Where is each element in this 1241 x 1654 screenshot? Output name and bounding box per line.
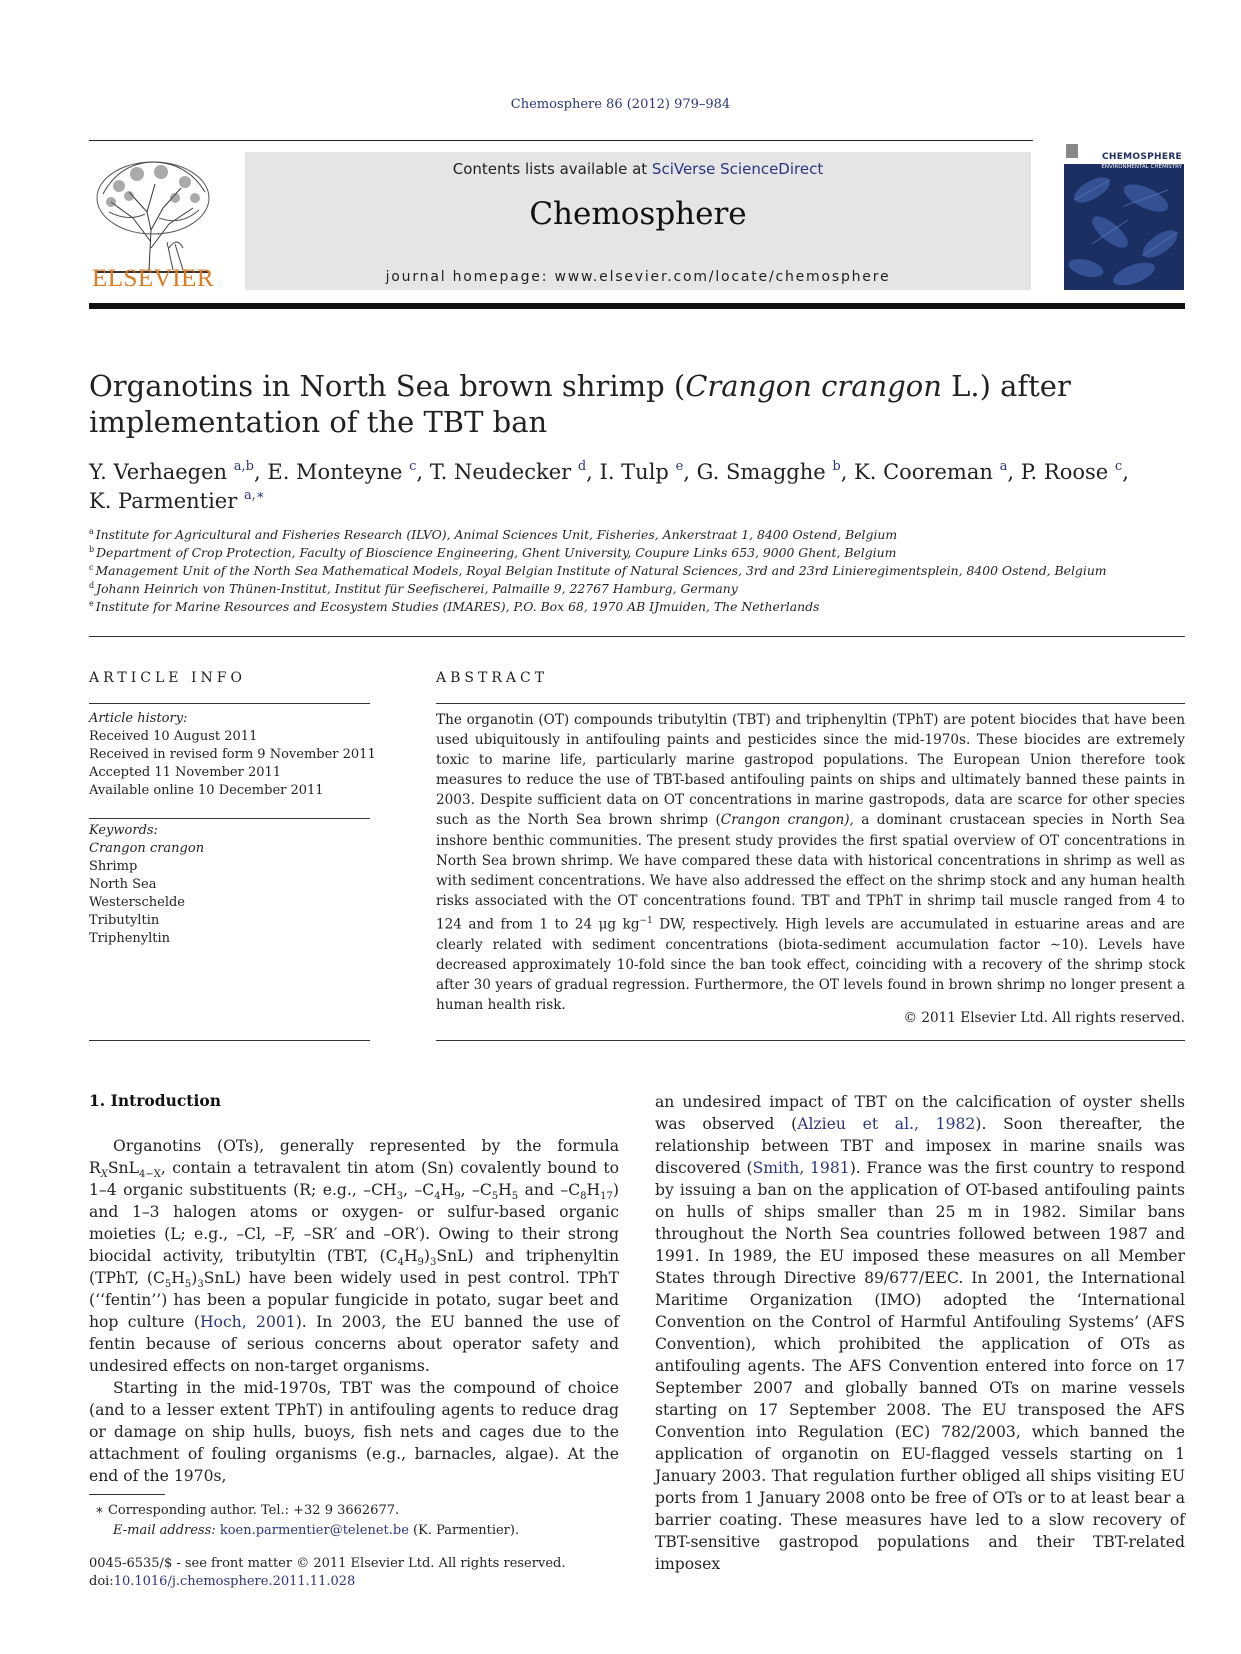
corresponding-author-note	[89, 1501, 609, 1521]
author-affil-sup[interactable]: c	[1114, 459, 1123, 474]
subscript: 3	[396, 1191, 404, 1203]
author-affil-sup[interactable]: c	[409, 459, 417, 474]
text-run: , –C	[460, 1181, 492, 1199]
text-run: H	[498, 1181, 512, 1199]
affiliation-list	[89, 526, 1189, 616]
keywords-label: Keywords:	[89, 823, 158, 838]
history-item: Available online 10 December 2011	[89, 783, 324, 798]
text-run: H	[586, 1181, 601, 1199]
journal-name: Chemosphere	[529, 196, 747, 232]
text-run: (K. Parmentier).	[408, 1523, 520, 1538]
article-info-heading: ARTICLE INFO	[89, 670, 246, 686]
affiliation-key: b	[89, 545, 95, 554]
text-run: an undesired impact of TBT on the calcification of oyster shells was observed (	[655, 1093, 1185, 1133]
text-run: H	[440, 1181, 455, 1199]
subscript: 9	[417, 1257, 424, 1269]
history-item: Received 10 August 2011	[89, 729, 258, 744]
author-sep: ,	[840, 460, 855, 484]
subscript: 5	[491, 1191, 499, 1203]
affiliation-text: Institute for Marine Resources and Ecosystem Studies (IMARES), P.O. Box 68, 1970 AB IJmuiden, The Netherlands	[95, 599, 820, 614]
abstract-part: The organotin (OT) compounds tributyltin (TBT) and triphenyltin (TPhT) are potent biocides that have been used ubiquitously in antifouling paints and pesticides since the mid-1970s. These biocides are extremely toxic to marine life, particularly marine gastropod populations. The European Union therefore took measures to reduce the use of TBT-based antifouling paints on ships and ultimately banned these paints in 2003. Despite sufficient data on OT concentrations in marine gastropods, data are scarce for other species such as the North Sea brown shrimp (	[436, 712, 1185, 829]
affiliation-text: Johann Heinrich von Thünen-Institut, Institut für Seefischerei, Palmaille 9, 22767 Hamburg, Germany	[96, 581, 738, 596]
abstract-part: a dominant crustacean species in North Sea inshore benthic communities. The present study provides the first spatial overview of OT concentrations in North Sea brown shrimp. We have compared these data with historical concentrations in shrimp as well as with sediment concentrations. We have also addressed the effect on the shrimp stock and any human health risks associated with the OT concentrations found. TBT and TPhT in shrimp tail muscle ranged from 4 to 124 and from 1 to 24 μg kg	[436, 812, 1185, 933]
author-name[interactable]: E. Monteyne	[267, 460, 403, 484]
asterisk-mark: ∗	[95, 1503, 104, 1518]
author-name[interactable]: P. Roose	[1020, 460, 1109, 484]
author-name[interactable]: K. Cooreman	[854, 460, 993, 484]
history-item: Accepted 11 November 2011	[89, 765, 282, 780]
elsevier-wordmark: ELSEVIER	[91, 265, 215, 292]
history-item: Received in revised form 9 November 2011	[89, 747, 376, 762]
journal-citation[interactable]: Chemosphere 86 (2012) 979–984	[510, 97, 731, 112]
author-affil-sup[interactable]: a,b	[233, 459, 254, 474]
affiliation-item	[89, 544, 1189, 562]
article-info-rule	[89, 703, 370, 704]
author-name[interactable]: Y. Verhaegen	[89, 460, 228, 484]
affiliation-text: Institute for Agricultural and Fisheries Research (ILVO), Animal Sciences Unit, Fisheries, Ankerstraat 1, 8400 Ostend, Belgium	[95, 527, 898, 542]
front-matter	[89, 1555, 689, 1591]
doi-label: doi:	[89, 1574, 114, 1589]
text-run: Corresponding author. Tel.: +32 9 3662677.	[103, 1503, 400, 1518]
journal-homepage[interactable]: journal homepage: www.elsevier.com/locate/chemosphere	[385, 269, 891, 285]
affiliation-item	[89, 526, 1189, 544]
header-rule	[89, 140, 1033, 141]
section-rule	[89, 636, 1185, 637]
text-run: )	[191, 1269, 198, 1287]
article-title	[89, 368, 1189, 440]
abstract-copyright: © 2011 Elsevier Ltd. All rights reserved.	[903, 1010, 1185, 1026]
text-run: ). France was the first country to respond by issuing a ban on the application of OT-based antifouling paints on hulls of ships smaller than 25 m in 1982. Similar bans throughout the North Sea countries followed between 1987 and 1991. In 1989, the EU imposed these measures on all Member States through Directive 89/677/EEC. In 2001, the International Maritime Organization (IMO) adopted the ‘International Convention on the Control of Harmful Antifouling Systems’ (AFS Convention), which prohibited the application of OTs as antifouling agents. The AFS Convention entered into force on 17 September 2007 and globally banned OTs on marine vessels starting on 17 September 2008. The EU transposed the AFS Convention into Regulation (EC) 782/2003, which banned the application of organotin on EU-flagged vessels starting on 1 January 2003. That regulation further obliged all ships visiting EU ports from 1 January 2008 onto be free of OTs or to at least bear a barrier coating. These measures have led to a slow recovery of TBT-sensitive gastropod populations and their TBT-related imposex	[655, 1159, 1185, 1573]
keyword-item: Shrimp	[89, 859, 138, 874]
email-note	[89, 1521, 609, 1541]
cover-title: CHEMOSPHERE	[1101, 152, 1182, 162]
author-sep: ,	[1122, 460, 1129, 484]
subscript: 4	[397, 1257, 404, 1269]
keyword-item: Triphenyltin	[89, 931, 171, 946]
text-run: SnL	[107, 1159, 139, 1177]
article-history	[89, 710, 379, 800]
journal-cover[interactable]	[1064, 140, 1184, 290]
abstract-rule	[436, 703, 1185, 704]
author-name[interactable]: K. Parmentier	[89, 489, 238, 513]
text-run: , –C	[403, 1181, 435, 1199]
issn-line: 0045-6535/$ - see front matter © 2011 Elsevier Ltd. All rights reserved.	[89, 1556, 566, 1571]
keyword-item: Westerschelde	[89, 895, 185, 910]
author-affil-sup[interactable]: a,∗	[243, 488, 265, 503]
author-affil-sup[interactable]: d	[577, 459, 587, 474]
author-affil-sup[interactable]: e	[675, 459, 684, 474]
affiliation-item	[89, 562, 1189, 580]
author-sep: ,	[683, 460, 697, 484]
text-run: )	[423, 1247, 431, 1265]
subscript: 3	[430, 1257, 437, 1269]
author-list	[89, 458, 1189, 516]
header-thick-rule	[89, 303, 1185, 309]
subscript: 4	[434, 1191, 441, 1203]
article-info-rule	[89, 1040, 370, 1041]
abstract-species: Crangon crangon),	[720, 812, 854, 829]
keyword-item: Tributyltin	[89, 913, 160, 928]
subscript: 5	[164, 1279, 172, 1291]
unit-superscript: −1	[639, 915, 653, 926]
title-part-1: Organotins in North Sea brown shrimp (	[89, 369, 686, 403]
citation-link[interactable]: Hoch, 2001	[199, 1313, 296, 1331]
author-affil-sup[interactable]: b	[832, 459, 841, 474]
affiliation-key: c	[89, 563, 94, 572]
abstract-rule	[436, 1040, 1185, 1041]
author-name[interactable]: G. Smagghe	[696, 460, 826, 484]
author-sep: ,	[416, 460, 430, 484]
keyword-item: Crangon crangon	[89, 841, 205, 856]
footnotes	[89, 1501, 609, 1541]
body-column-right	[655, 1091, 1185, 1575]
affiliation-item	[89, 598, 1189, 616]
contents-line	[245, 160, 1031, 178]
subscript: 5	[184, 1279, 192, 1291]
intro-paragraph	[89, 1135, 619, 1377]
subscript: 5	[511, 1191, 519, 1203]
subscript: 9	[454, 1191, 461, 1203]
text-run: H	[403, 1247, 418, 1265]
keyword-item: North Sea	[89, 877, 157, 892]
body-column-left	[89, 1135, 619, 1487]
affiliation-item	[89, 580, 1189, 598]
text-run: ). In 2003, the EU banned the use of fentin because of serious concerns about operator safety and undesired effects on non-target organisms.	[89, 1313, 619, 1375]
email-link[interactable]: koen.parmentier@telenet.be	[219, 1523, 409, 1538]
text-run: , contain a tetravalent tin atom (Sn) covalently bound to 1–4 organic substituents (R; e.g., –CH	[89, 1159, 619, 1199]
citation-link[interactable]: Smith, 1981	[752, 1159, 850, 1177]
author-affil-sup[interactable]: a	[999, 459, 1008, 474]
doi-link[interactable]: 10.1016/j.chemosphere.2011.11.028	[113, 1574, 356, 1589]
text-run: ). Soon thereafter, the relationship between TBT and imposex in marine snails was discovered (	[655, 1115, 1185, 1177]
elsevier-logo[interactable]	[89, 152, 217, 292]
affiliation-key: d	[89, 581, 95, 590]
history-label: Article history:	[89, 711, 188, 726]
subscript: X	[100, 1169, 108, 1181]
author-name[interactable]: T. Neudecker	[429, 460, 572, 484]
text-run: H	[171, 1269, 185, 1287]
abstract-text	[436, 710, 1185, 1015]
article-info-rule	[89, 818, 370, 819]
author-sep: ,	[586, 460, 600, 484]
subscript: 4−X	[138, 1169, 161, 1181]
intro-paragraph: Starting in the mid-1970s, TBT was the compound of choice (and to a lesser extent TPhT) in antifouling agents to reduce drag or damage on ship hulls, buoys, fish nets and cages due to the attachment of fouling organisms (e.g., barnacles, algae). At the end of the 1970s,	[89, 1379, 619, 1485]
footnote-rule	[89, 1494, 165, 1495]
email-label: E-mail address:	[113, 1523, 216, 1538]
subscript: 8	[580, 1191, 587, 1203]
author-sep: ,	[1007, 460, 1021, 484]
journal-banner	[245, 152, 1031, 290]
text-run: and –C	[518, 1181, 581, 1199]
citation-link[interactable]: Alzieu et al., 1982	[797, 1115, 976, 1133]
author-sep: ,	[254, 460, 268, 484]
cover-leaves-icon	[1064, 140, 1184, 290]
affiliation-text: Management Unit of the North Sea Mathematical Models, Royal Belgian Institute of Natural Sciences, 3rd and 23rd Linieregimentsplein, 8400 Ostend, Belgium	[95, 563, 1107, 578]
sciencedirect-link[interactable]: SciVerse ScienceDirect	[651, 160, 824, 178]
cover-subtitle: ENVIRONMENTAL CHEMISTRY	[1101, 164, 1182, 170]
subscript: 3	[197, 1279, 204, 1291]
subscript: 17	[600, 1191, 613, 1203]
text-run: SnL) have been widely used in pest control. TPhT (‘‘fentin’’) has been a popular fungicide in potato, sugar beet and hop culture (	[89, 1269, 619, 1331]
author-name[interactable]: I. Tulp	[599, 460, 669, 484]
text-run: ) and 1–3 halogen atoms or oxygen- or sulfur-based organic moieties (L; e.g., –Cl, –F, –SR′ and –OR′). Owing to their strong biocidal activity, tributyltin (TBT, (C	[89, 1181, 619, 1265]
keyword-list	[89, 822, 379, 948]
contents-prefix: Contents lists available at	[452, 160, 652, 178]
affiliation-text: Department of Crop Protection, Faculty of Bioscience Engineering, Ghent University, Coupure Links 653, 9000 Ghent, Belgium	[96, 545, 897, 560]
title-part-2: L.) after implementation of the TBT ban	[89, 369, 1071, 439]
abstract-heading: ABSTRACT	[436, 670, 549, 686]
text-run: Organotins (OTs), generally represented by the formula R	[89, 1137, 619, 1177]
doi-line	[89, 1573, 689, 1591]
intro-heading: 1. Introduction	[89, 1091, 221, 1110]
intro-paragraph-continued	[655, 1091, 1185, 1575]
affiliation-key: e	[89, 599, 94, 608]
title-species: Crangon crangon	[685, 369, 942, 403]
abstract-part: DW, respectively. High levels are accumulated in estuarine areas and are clearly related with sediment concentrations (biota-sediment accumulation factor ∼10). Levels have decreased approximately 10-fold since the ban took effect, coinciding with a recovery of the shrimp stock after 30 years of gradual regression. Furthermore, the OT levels found in brown shrimp no longer present a human health risk.	[436, 916, 1185, 1013]
affiliation-key: a	[89, 527, 94, 536]
text-run: SnL) and triphenyltin (TPhT, (C	[89, 1247, 619, 1287]
